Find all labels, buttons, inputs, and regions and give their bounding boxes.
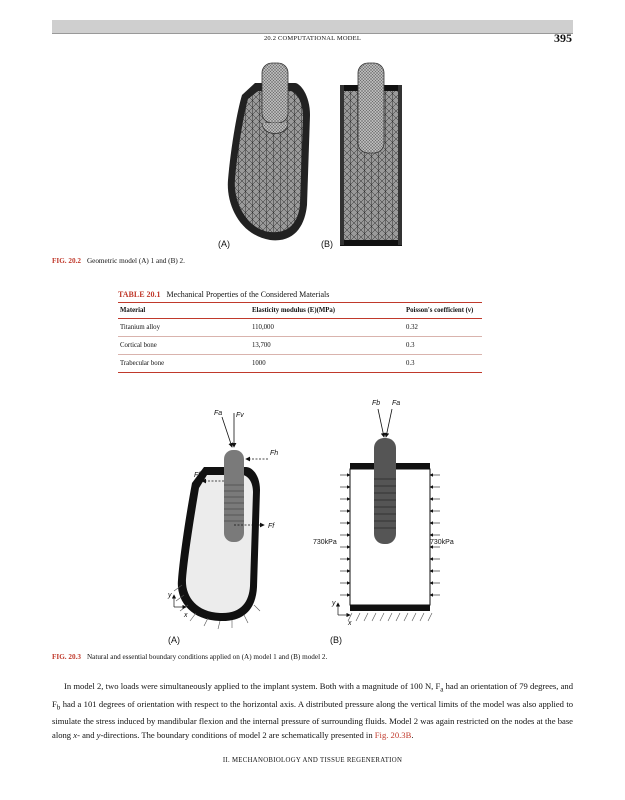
header-rule [52, 33, 573, 34]
axis-x-a: x [184, 612, 188, 619]
table-cell: Trabecular bone [118, 355, 250, 373]
table-header-row [118, 303, 482, 319]
label-fv: Fv [236, 412, 244, 419]
body-paragraph [52, 679, 573, 742]
fig-20-3-panel-a-label: (A) [168, 635, 180, 645]
header-bar [52, 20, 573, 33]
fig-20-2-panel-a-label: (A) [218, 239, 230, 249]
table-row [118, 337, 482, 355]
para-text: had a 101 degrees of orientation with respect to the horizontal axis. A distributed pressure along the vertical limits of the model was also applied to simulate the stress induced by mandibular flexion and the internal pressure of surrounding fluids. Model 2 was again restricted on the nodes at the base along [52, 698, 573, 741]
fig-20-3-label: FIG. 20.3 [52, 653, 81, 661]
para-text: had an orientation of 79 degrees, and F [52, 681, 574, 709]
column-header-elasticity: Elasticity modulus (E)(MPa) [252, 307, 336, 314]
para-text: -directions. The boundary conditions of model 2 are schematically presented in [100, 730, 375, 741]
table-cell: 1000 [250, 355, 404, 373]
label-fa: Fa [214, 410, 223, 417]
label-pressure-right: 730kPa [430, 539, 454, 546]
label-ff-right: Ff [268, 523, 275, 530]
para-text: In model 2, two loads were simultaneously applied to the implant system. Both with a magnitude of 100 N, F [64, 681, 441, 691]
label-fa-b: Fa [392, 400, 401, 407]
table-caption [118, 290, 482, 299]
para-sub: a [440, 685, 444, 694]
fig-20-3-caption [52, 653, 327, 661]
table-cell: 0.3 [404, 355, 482, 373]
fig-20-3-panel-b-label: (B) [330, 635, 342, 645]
figure-20-3 [160, 395, 460, 645]
para-italic: x [73, 730, 78, 741]
para-italic: y [96, 730, 101, 741]
label-ff-left: Ff [194, 472, 201, 479]
model-a-mesh [228, 63, 310, 240]
figure-20-2 [200, 55, 420, 255]
fig-20-3-caption-text: Natural and essential boundary conditions applied on (A) model 1 and (B) model 2. [86, 653, 328, 661]
fig-20-2-label: FIG. 20.2 [52, 257, 81, 265]
column-header-material: Material [120, 307, 146, 314]
axis-y-b: y [332, 600, 336, 607]
table-cell: 110,000 [250, 319, 404, 337]
table-label: TABLE 20.1 [118, 290, 161, 299]
para-sub: b [56, 703, 61, 712]
label-fb: Fb [372, 400, 381, 407]
figure-reference-link[interactable]: Fig. 20.3B [374, 730, 412, 741]
properties-table [118, 302, 482, 373]
table-cell: Titanium alloy [118, 319, 250, 337]
model-a-diagram [174, 413, 268, 629]
table-row [118, 355, 482, 373]
model-b-mesh [340, 63, 402, 246]
table-cell: 0.3 [404, 337, 482, 355]
axis-x-b: x [348, 620, 352, 627]
axis-y-a: y [168, 592, 172, 599]
model-b-diagram [338, 409, 440, 621]
table-row [118, 319, 482, 337]
column-header-poisson: Poisson's coefficient (ν) [406, 307, 474, 314]
label-fh: Fh [270, 450, 279, 457]
fig-20-2-panel-b-label: (B) [321, 239, 333, 249]
running-head: 20.2 COMPUTATIONAL MODEL [263, 35, 362, 42]
fig-20-2-caption-text: Geometric model (A) 1 and (B) 2. [86, 257, 185, 265]
table-title: Mechanical Properties of the Considered Materials [166, 290, 330, 299]
para-text: - and [77, 730, 97, 741]
table-cell: 0.32 [404, 319, 482, 337]
table-20-1 [118, 290, 482, 373]
label-pressure-left: 730kPa [313, 539, 337, 546]
para-text: . [411, 730, 414, 741]
page-number: 395 [554, 31, 572, 45]
table-cell: 13,700 [250, 337, 404, 355]
table-cell: Cortical bone [118, 337, 250, 355]
page-footer: II. MECHANOBIOLOGY AND TISSUE REGENERATION [222, 757, 403, 764]
fig-20-2-caption [52, 257, 185, 265]
